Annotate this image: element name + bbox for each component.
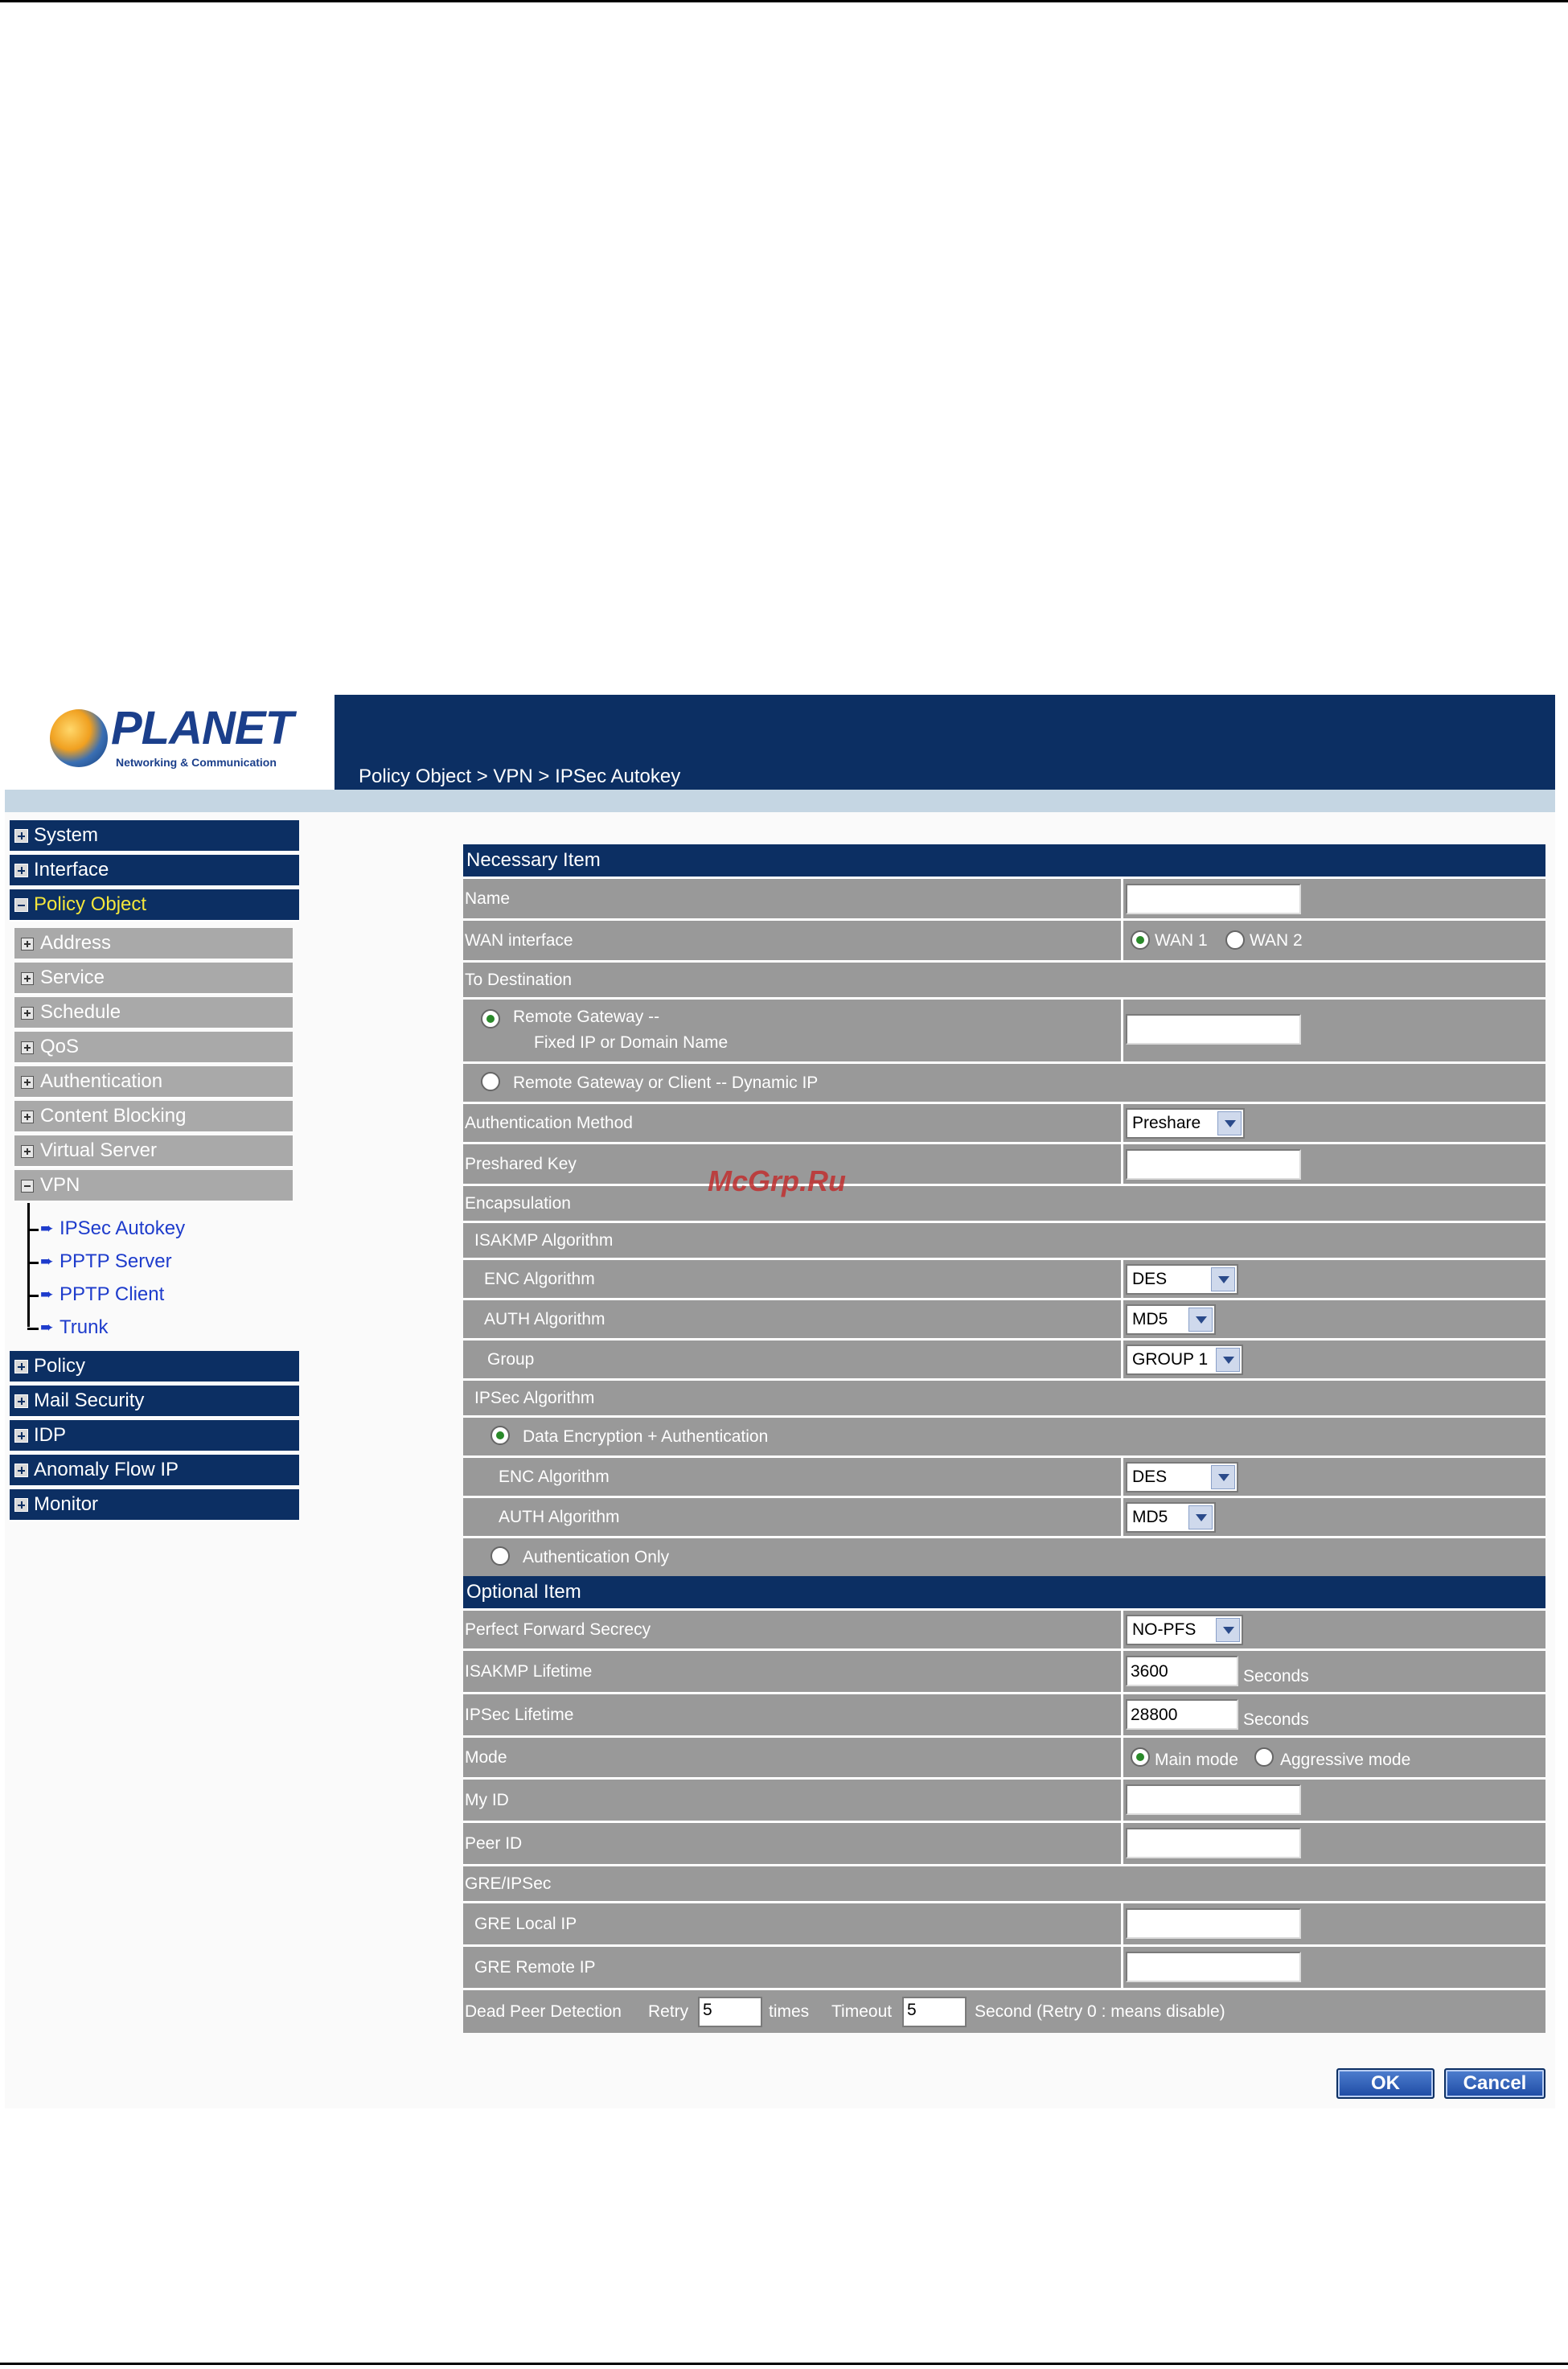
name-input[interactable] (1126, 884, 1301, 914)
sidebar-subitem-service[interactable] (14, 963, 293, 995)
row-gre-local-ip (463, 1901, 1545, 1944)
expand-icon (21, 1041, 34, 1054)
sidebar-subitem-label: Content Blocking (40, 1105, 187, 1127)
wan1-label: WAN 1 (1155, 930, 1208, 950)
expand-icon (21, 1007, 34, 1020)
logo-name: PLANET (111, 702, 293, 754)
aggressive-mode-label: Aggressive mode (1280, 1750, 1411, 1769)
breadcrumb: Policy Object > VPN > IPSec Autokey (359, 766, 681, 787)
isakmp-enc-label: ENC Algorithm (484, 1269, 595, 1288)
sidebar-leaf-label: Trunk (60, 1316, 109, 1338)
ipsec-algorithm-label: IPSec Algorithm (474, 1388, 595, 1407)
sidebar-item-label: Policy (34, 1355, 86, 1377)
divider (1121, 1903, 1123, 1944)
divider (1121, 1651, 1123, 1692)
main-mode-radio[interactable] (1131, 1747, 1150, 1767)
sidebar-item-monitor[interactable] (10, 1489, 299, 1521)
sidebar-leaf-ipsec-autokey[interactable] (27, 1213, 185, 1245)
dpd-label: Dead Peer Detection (465, 2002, 622, 2021)
ipsec-auth-label: AUTH Algorithm (499, 1507, 620, 1526)
sidebar-leaf-pptp-client[interactable] (27, 1279, 164, 1311)
wan1-radio[interactable] (1131, 930, 1150, 950)
authentication-only-radio[interactable] (491, 1546, 510, 1566)
retry-label: Retry (648, 2002, 689, 2021)
my-id-label: My ID (465, 1790, 509, 1809)
divider (1121, 921, 1123, 960)
row-isakmp-enc (463, 1258, 1545, 1298)
sidebar-item-anomaly-flow-ip[interactable] (10, 1455, 299, 1487)
expand-icon (14, 1464, 28, 1477)
sidebar-item-label: IDP (34, 1424, 67, 1446)
authentication-method-select[interactable] (1126, 1108, 1245, 1139)
divider (1121, 1947, 1123, 1988)
chevron-down-icon (1217, 1111, 1242, 1135)
isakmp-enc-select[interactable] (1126, 1264, 1238, 1295)
row-gre-remote-ip (463, 1944, 1545, 1988)
ipsec-auth-select[interactable] (1126, 1502, 1216, 1533)
row-gre-ipsec (463, 1864, 1545, 1901)
retry-input[interactable]: 5 (698, 1997, 762, 2027)
pfs-select[interactable] (1126, 1615, 1243, 1645)
row-wan-interface (463, 918, 1545, 960)
to-destination-label: To Destination (465, 970, 573, 989)
pfs-value: NO-PFS (1132, 1620, 1197, 1639)
divider (1121, 1738, 1123, 1777)
arrow-right-icon: ➨ (40, 1220, 54, 1238)
row-remote-gateway-fixed (463, 997, 1545, 1061)
authentication-method-label: Authentication Method (465, 1113, 633, 1132)
sidebar-subitem-vpn[interactable] (14, 1170, 293, 1202)
expand-icon (14, 1498, 28, 1512)
row-isakmp-algorithm (463, 1221, 1545, 1258)
gre-local-ip-label: GRE Local IP (474, 1914, 577, 1933)
sidebar-item-policy[interactable] (10, 1351, 299, 1383)
pfs-label: Perfect Forward Secrecy (465, 1620, 651, 1639)
chevron-down-icon (1216, 1348, 1240, 1372)
expand-icon (14, 1360, 28, 1373)
sidebar-subitem-address[interactable] (14, 928, 293, 960)
divider (1121, 1260, 1123, 1298)
divider (1121, 879, 1123, 918)
sidebar-item-mail-security[interactable] (10, 1386, 299, 1418)
isakmp-seconds-label: Seconds (1243, 1666, 1309, 1685)
wan2-label: WAN 2 (1250, 930, 1303, 950)
sidebar-item-interface[interactable] (10, 855, 299, 887)
row-ipsec-lifetime (463, 1692, 1545, 1735)
sidebar-subitem-label: VPN (40, 1174, 80, 1196)
sidebar-subitem-qos[interactable] (14, 1032, 293, 1064)
remote-gateway-fixed-label: Remote Gateway -- (513, 1008, 660, 1026)
sidebar-item-system[interactable] (10, 820, 299, 852)
ipsec-lifetime-label: IPSec Lifetime (465, 1705, 574, 1724)
chevron-down-icon (1188, 1505, 1213, 1529)
ok-button[interactable]: OK (1336, 2068, 1435, 2099)
divider (1121, 1611, 1123, 1648)
row-ipsec-algorithm (463, 1378, 1545, 1415)
divider (1121, 1341, 1123, 1378)
arrow-right-icon: ➨ (40, 1253, 54, 1271)
section-necessary-item: Necessary Item (463, 844, 1545, 877)
isakmp-lifetime-label: ISAKMP Lifetime (465, 1661, 593, 1681)
logo-tagline: Networking & Communication (116, 756, 277, 769)
row-authentication-only (463, 1536, 1545, 1576)
top-rule (0, 0, 1568, 2)
expand-icon (21, 938, 34, 950)
isakmp-enc-value: DES (1132, 1270, 1168, 1288)
divider (1121, 1144, 1123, 1184)
data-encryption-radio[interactable] (491, 1426, 510, 1445)
authentication-only-label: Authentication Only (523, 1547, 670, 1566)
isakmp-auth-select[interactable] (1126, 1304, 1216, 1335)
sidebar-subitem-label: Address (40, 932, 112, 954)
arrow-right-icon: ➨ (40, 1286, 54, 1304)
timeout-input[interactable]: 5 (902, 1997, 967, 2027)
isakmp-auth-value: MD5 (1132, 1310, 1168, 1328)
aggressive-mode-radio[interactable] (1254, 1747, 1274, 1767)
row-authentication-method (463, 1102, 1545, 1142)
peer-id-input[interactable] (1126, 1828, 1301, 1858)
sidebar-leaf-pptp-server[interactable] (27, 1246, 172, 1278)
row-isakmp-auth (463, 1298, 1545, 1338)
divider (1121, 1823, 1123, 1864)
arrow-right-icon: ➨ (40, 1319, 54, 1336)
sidebar-item-policy-object[interactable] (10, 889, 299, 922)
remote-gateway-fixed-radio[interactable] (481, 1009, 500, 1028)
expand-icon (14, 1394, 28, 1408)
sub-band (5, 790, 1555, 812)
sidebar-item-label: Policy Object (34, 893, 147, 915)
sidebar-leaf-label: PPTP Server (60, 1250, 172, 1272)
sidebar-leaf-label: IPSec Autokey (60, 1217, 186, 1239)
wan2-radio[interactable] (1225, 930, 1245, 950)
ipsec-enc-label: ENC Algorithm (499, 1467, 610, 1486)
times-label: times (769, 2002, 810, 2021)
sidebar-leaf-label: PPTP Client (60, 1283, 165, 1305)
divider (1121, 1458, 1123, 1496)
ipsec-enc-value: DES (1132, 1468, 1168, 1486)
expand-icon (14, 1429, 28, 1443)
sidebar-subitem-authentication[interactable] (14, 1066, 293, 1098)
divider (1121, 1498, 1123, 1536)
remote-gateway-fixed-sublabel: Fixed IP or Domain Name (534, 1033, 729, 1052)
row-remote-gateway-dynamic (463, 1061, 1545, 1102)
sidebar-item-label: Interface (34, 859, 109, 881)
wan-interface-label: WAN interface (465, 930, 573, 950)
timeout-label: Timeout (831, 2002, 893, 2021)
main-mode-label: Main mode (1155, 1750, 1238, 1769)
isakmp-algorithm-label: ISAKMP Algorithm (474, 1230, 614, 1250)
row-ipsec-auth (463, 1496, 1545, 1536)
chevron-down-icon (1211, 1465, 1235, 1489)
remote-gateway-dynamic-radio[interactable] (481, 1072, 500, 1091)
sidebar-item-label: Monitor (34, 1493, 99, 1515)
divider (1121, 1780, 1123, 1821)
chevron-down-icon (1188, 1308, 1213, 1332)
preshared-key-label: Preshared Key (465, 1154, 577, 1173)
globe-icon (50, 709, 108, 767)
expand-icon (21, 1145, 34, 1158)
expand-icon (21, 972, 34, 985)
cancel-button[interactable]: Cancel (1444, 2068, 1545, 2099)
ipsec-lifetime-input[interactable]: 28800 (1126, 1699, 1238, 1730)
authentication-method-value: Preshare (1132, 1114, 1201, 1132)
chevron-down-icon (1216, 1618, 1240, 1642)
sidebar-subitem-schedule[interactable] (14, 997, 293, 1029)
divider (1121, 1000, 1123, 1061)
expand-icon (21, 1111, 34, 1123)
gre-local-ip-input[interactable] (1126, 1908, 1301, 1939)
remote-gateway-dynamic-label: Remote Gateway or Client -- Dynamic IP (513, 1073, 819, 1092)
section-optional-item: Optional Item (463, 1576, 1545, 1608)
sidebar-subitem-label: Virtual Server (40, 1139, 157, 1161)
expand-icon (14, 829, 28, 843)
ipsec-seconds-label: Seconds (1243, 1710, 1309, 1729)
ipsec-enc-select[interactable] (1126, 1462, 1238, 1492)
row-to-destination (463, 960, 1545, 997)
row-encapsulation (463, 1184, 1545, 1221)
sidebar-item-idp[interactable] (10, 1420, 299, 1452)
isakmp-auth-label: AUTH Algorithm (484, 1309, 605, 1328)
sidebar-subitem-label: Service (40, 967, 105, 988)
sidebar-leaf-trunk[interactable] (27, 1312, 108, 1344)
group-select[interactable] (1126, 1345, 1243, 1375)
encapsulation-label: Encapsulation (465, 1193, 571, 1213)
gre-ipsec-label: GRE/IPSec (465, 1874, 552, 1893)
row-dead-peer-detection (463, 1988, 1545, 2033)
row-name (463, 877, 1545, 918)
divider (1121, 1694, 1123, 1735)
gre-remote-ip-input[interactable] (1126, 1952, 1301, 1982)
preshared-key-input[interactable] (1126, 1149, 1301, 1180)
name-label: Name (465, 889, 511, 908)
row-my-id (463, 1777, 1545, 1821)
watermark: McGrp.Ru (708, 1164, 847, 1197)
peer-id-label: Peer ID (465, 1833, 523, 1853)
second-note: Second (Retry 0 : means disable) (975, 2002, 1225, 2021)
sidebar-subitem-label: Schedule (40, 1001, 121, 1023)
row-pfs (463, 1608, 1545, 1648)
sidebar-subitem-content-blocking[interactable] (14, 1101, 293, 1133)
logo (5, 695, 333, 790)
row-isakmp-lifetime (463, 1648, 1545, 1692)
bottom-rule (0, 2363, 1568, 2365)
sidebar-item-label: Anomaly Flow IP (34, 1459, 179, 1480)
expand-icon (14, 864, 28, 877)
sidebar-item-label: System (34, 824, 99, 846)
gre-remote-ip-label: GRE Remote IP (474, 1957, 596, 1977)
sidebar-item-label: Mail Security (34, 1390, 145, 1411)
divider (1121, 1300, 1123, 1338)
remote-gateway-input[interactable] (1126, 1014, 1301, 1045)
collapse-icon (14, 898, 28, 912)
expand-icon (21, 1076, 34, 1089)
mode-label: Mode (465, 1747, 507, 1767)
data-encryption-label: Data Encryption + Authentication (523, 1427, 769, 1446)
divider (1121, 1104, 1123, 1142)
group-label: Group (487, 1349, 535, 1369)
sidebar-subitem-label: Authentication (40, 1070, 163, 1092)
my-id-input[interactable] (1126, 1784, 1301, 1815)
row-ipsec-enc (463, 1455, 1545, 1496)
chevron-down-icon (1211, 1267, 1235, 1291)
collapse-icon (21, 1180, 34, 1193)
group-value: GROUP 1 (1132, 1350, 1209, 1369)
sidebar-subitem-label: QoS (40, 1036, 80, 1057)
row-preshared-key (463, 1142, 1545, 1184)
row-isakmp-group (463, 1338, 1545, 1378)
isakmp-lifetime-input[interactable]: 3600 (1126, 1656, 1238, 1686)
ipsec-auth-value: MD5 (1132, 1508, 1168, 1526)
sidebar-subitem-virtual-server[interactable] (14, 1135, 293, 1168)
row-peer-id (463, 1821, 1545, 1864)
row-mode (463, 1735, 1545, 1777)
row-data-encryption (463, 1415, 1545, 1455)
